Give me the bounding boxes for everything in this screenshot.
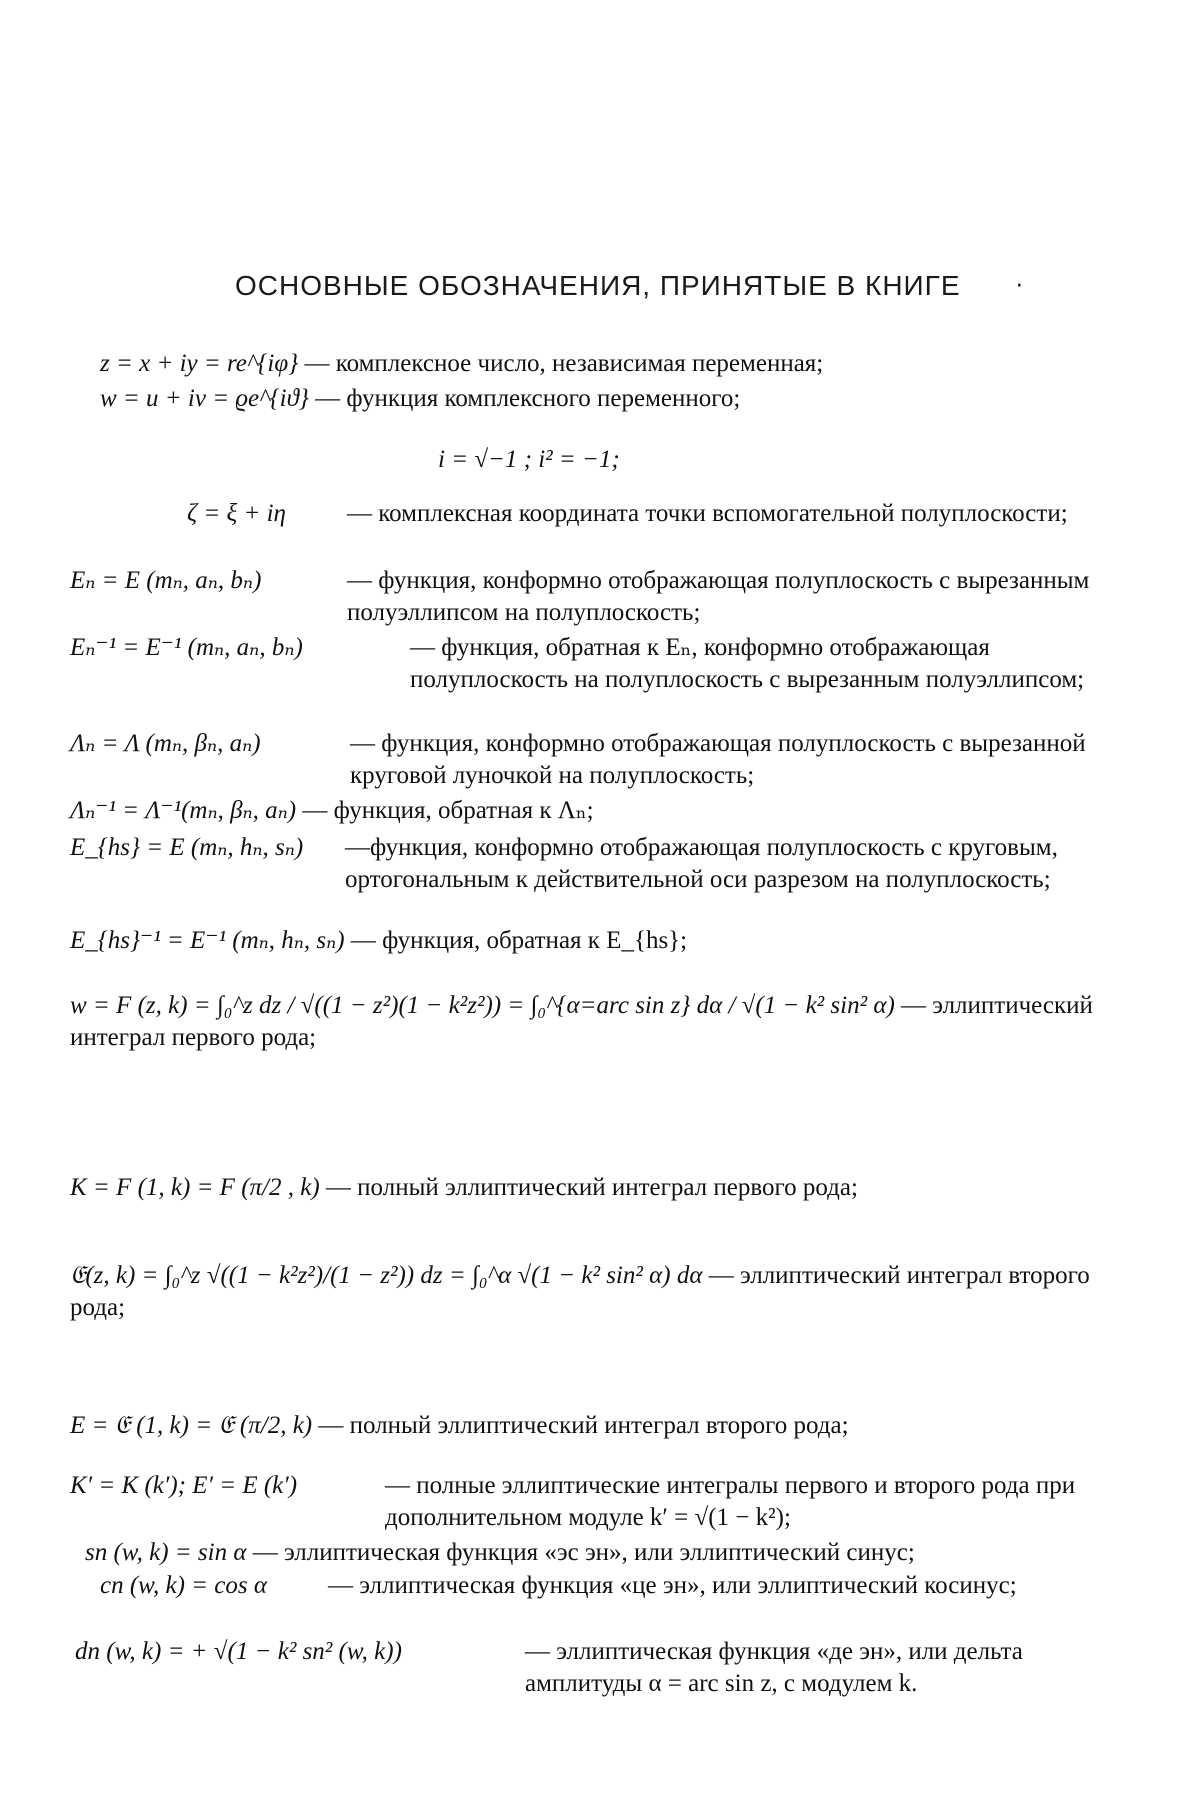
entry-formula: dn (w, k) = + √(1 − k² sn² (w, k)) xyxy=(75,1638,402,1665)
entry-complete-integral-E xyxy=(70,1410,849,1442)
entry-formula: K = F (1, k) = F (π/2 , k) xyxy=(70,1174,320,1201)
entry-description: — эллиптическая функция «эс эн», или эллиптический синус; xyxy=(252,1539,915,1566)
entry-description: — функция, обратная к E_{hs}; xyxy=(350,927,688,954)
entry-dn xyxy=(75,1636,402,1668)
entry-Lambda xyxy=(70,728,261,760)
entry-description: — комплексное число, независимая переменная; xyxy=(304,350,824,377)
entry-imaginary-unit xyxy=(438,444,620,476)
entry-description: — полный эллиптический интеграл второго рода; xyxy=(318,1412,849,1439)
entry-formula: cn (w, k) = cos α xyxy=(100,1572,267,1599)
entry-formula: i = √−1 ; i² = −1; xyxy=(438,446,620,473)
entry-description: — полный эллиптический интеграл первого рода; xyxy=(325,1174,858,1201)
entry-description: — комплексная координата точки вспомогательной полуплоскости; xyxy=(347,500,1068,527)
entry-description: — полные эллиптические интегралы первого и второго рода при дополнительном модуле k′ = √(1 − k²); xyxy=(385,1472,1076,1531)
entry-formula: Eₙ = E (mₙ, aₙ, bₙ) xyxy=(70,567,262,594)
entry-elliptic-integral-first-kind xyxy=(70,990,1140,1054)
entry-complex-number xyxy=(100,348,823,380)
entry-description: — эллиптический интеграл первого рода; xyxy=(70,992,1093,1051)
entry-description: — функция, конформно отображающая полуплоскость с вырезанным полуэллипсом на полуплоскость; xyxy=(347,567,1090,626)
entry-En xyxy=(70,565,261,597)
entry-formula: E_{hs}⁻¹ = E⁻¹ (mₙ, hₙ, sₙ) xyxy=(70,927,345,954)
entry-function xyxy=(100,383,740,415)
entry-description: — функция комплексного переменного; xyxy=(315,385,741,412)
entry-formula: z = x + iy = re^{iφ} xyxy=(100,350,299,377)
entry-formula: Λₙ⁻¹ = Λ⁻¹(mₙ, βₙ, aₙ) xyxy=(70,797,297,824)
entry-description: — функция, конформно отображающая полуплоскость с вырезанной круговой луночкой на полуплоскость; xyxy=(350,730,1086,789)
entry-formula: Λₙ = Λ (mₙ, βₙ, aₙ) xyxy=(70,730,261,757)
entry-formula: sn (w, k) = sin α xyxy=(85,1539,247,1566)
entry-formula: E_{hs} = E (mₙ, hₙ, sₙ) xyxy=(70,834,304,861)
entry-zeta xyxy=(187,498,286,530)
entry-description: —функция, конформно отображающая полуплоскость с круговым, ортогональным к действительной оси разрезом на полуплоскость; xyxy=(345,834,1058,893)
page-title: ОСНОВНЫЕ ОБОЗНАЧЕНИЯ, ПРИНЯТЫЕ В КНИГЕ xyxy=(235,270,961,301)
entry-Ehs-inverse xyxy=(70,925,687,957)
entry-formula: K′ = K (k′); E′ = E (k′) xyxy=(70,1472,298,1499)
entry-description: — эллиптический интеграл второго рода; xyxy=(70,1262,1090,1321)
entry-complete-integral-K xyxy=(70,1172,858,1204)
entry-description: — эллиптическая функция «це эн», или эллиптический косинус; xyxy=(328,1572,1017,1599)
entry-elliptic-integral-second-kind xyxy=(70,1260,1140,1324)
entry-formula: 𝔈(z, k) = ∫₀^z √((1 − k²z²)/(1 − z²)) dz = ∫₀^α √(1 − k² sin² α) dα xyxy=(70,1262,703,1289)
entry-formula: Eₙ⁻¹ = E⁻¹ (mₙ, aₙ, bₙ) xyxy=(70,634,303,661)
entry-complementary-integrals xyxy=(70,1470,297,1502)
entry-formula: ζ = ξ + iη xyxy=(187,500,286,527)
heading-mark: · xyxy=(1015,268,1024,298)
entry-description: — функция, обратная к Eₙ, конформно отображающая полуплоскость на полуплоскость с вырезанным полуэллипсом; xyxy=(410,634,1085,693)
entry-En-inverse xyxy=(70,632,303,664)
entry-formula: E = 𝔈 (1, k) = 𝔈 (π/2, k) xyxy=(70,1412,313,1439)
entry-cn xyxy=(100,1570,267,1602)
entry-description: — функция, обратная к Λₙ; xyxy=(302,797,594,824)
entry-formula: w = F (z, k) = ∫₀^z dz / √((1 − z²)(1 − k²z²)) = ∫₀^{α=arc sin z} dα / √(1 − k² sin² α) xyxy=(70,992,895,1019)
entry-Ehs xyxy=(70,832,303,864)
entry-formula: w = u + iv = ϱe^{iϑ} xyxy=(100,385,309,412)
entry-Lambda-inverse xyxy=(70,795,594,827)
entry-description: — эллиптическая функция «де эн», или дельта амплитуды α = arc sin z, с модулем k. xyxy=(525,1638,1023,1697)
entry-sn xyxy=(85,1537,915,1569)
